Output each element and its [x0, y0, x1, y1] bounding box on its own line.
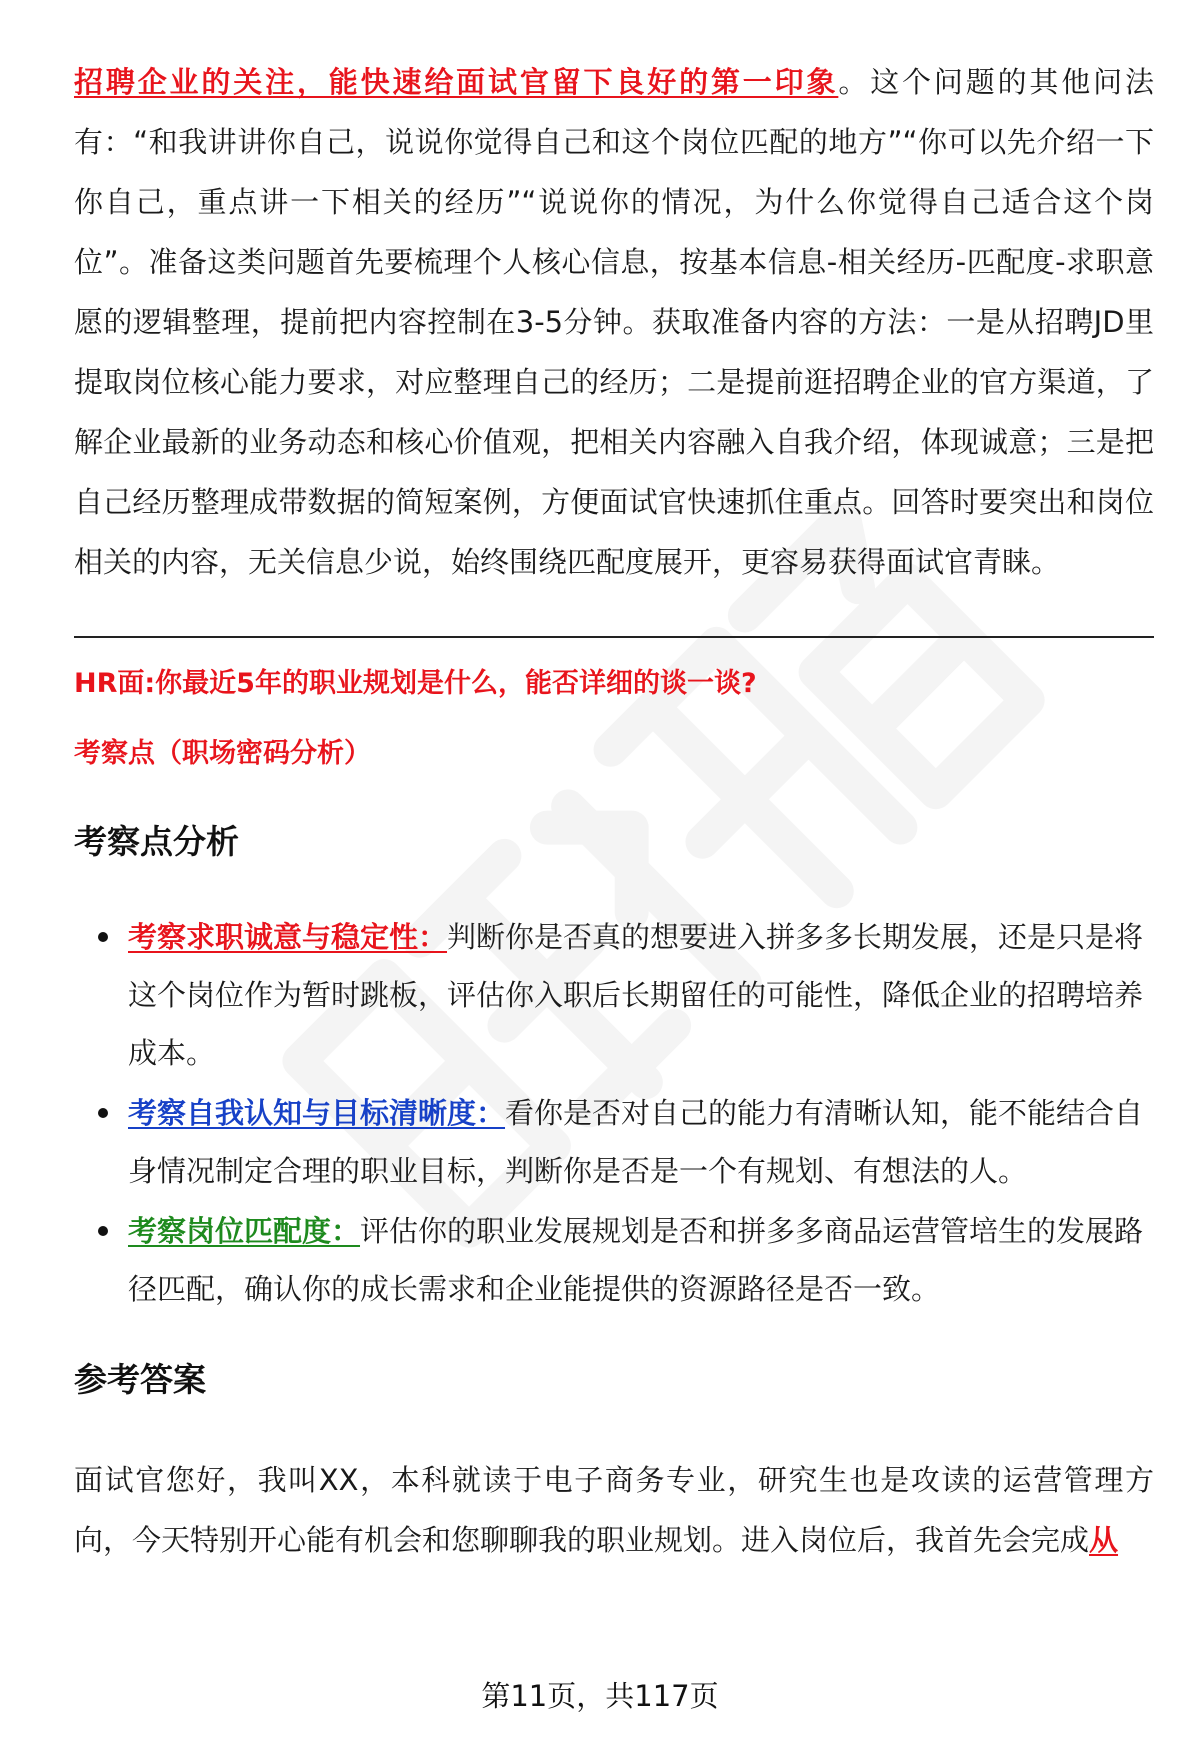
- bullet-icon: [98, 1226, 108, 1236]
- list-item: [74, 1084, 1154, 1200]
- point-text: 评估你的职业发展规划是否和拼多多商品运营管培生的发展路径匹配，确认你的成长需求和企业能提供的资源路径是否一致。: [128, 1214, 1144, 1306]
- intro-lead-highlight: 招聘企业的关注，能快速给面试官留下良好的第一印象: [74, 65, 839, 99]
- bullet-icon: [98, 932, 108, 942]
- list-item: [74, 908, 1154, 1082]
- reference-heading: 参考答案: [74, 1360, 206, 1399]
- section-divider: [74, 636, 1154, 638]
- reference-trail-highlight: 从: [1089, 1523, 1119, 1557]
- reference-body: 面试官您好，我叫XX，本科就读于电子商务专业，研究生也是攻读的运营管理方向，今天特别开心能有机会和您聊聊我的职业规划。进入岗位后，我首先会完成: [74, 1463, 1154, 1557]
- point-label: 考察自我认知与目标清晰度：: [128, 1096, 506, 1130]
- point-text: 看你是否对自己的能力有清晰认知，能不能结合自身情况制定合理的职业目标，判断你是否是一个有规划、有想法的人。: [128, 1096, 1144, 1188]
- page-number: 第11页，共117页: [481, 1679, 719, 1713]
- intro-body: 。这个问题的其他问法有：“和我讲讲你自己，说说你觉得自己和这个岗位匹配的地方”“你可以先介绍一下你自己，重点讲一下相关的经历”“说说你的情况，为什么你觉得自己适合这个岗位”。准备这类问题首先要梳理个人核心信息，按基本信息-相关经历-匹配度-求职意愿的逻辑整理，提前把内容控制在3-5分钟。获取准备内容的方法：一是从招聘JD里提取岗位核心能力要求，对应整理自己的经历；二是提前逛招聘企业的官方渠道，了解企业最新的业务动态和核心价值观，把相关内容融入自我介绍，体现诚意；三是把自己经历整理成带数据的简短案例，方便面试官快速抓住重点。回答时要突出和岗位相关的内容，无关信息少说，始终围绕匹配度展开，更容易获得面试官青睐。: [74, 65, 1154, 579]
- analysis-heading: 考察点分析: [74, 822, 239, 861]
- question-subtitle: 考察点（职场密码分析）: [74, 738, 371, 769]
- reference-paragraph: [74, 1450, 1154, 1570]
- question-title: HR面:你最近5年的职业规划是什么，能否详细的谈一谈?: [74, 668, 757, 699]
- list-item: [74, 1202, 1154, 1318]
- point-label: 考察岗位匹配度：: [128, 1214, 361, 1248]
- point-text: 判断你是否真的想要进入拼多多长期发展，还是只是将这个岗位作为暂时跳板，评估你入职后长期留任的可能性，降低企业的招聘培养成本。: [128, 920, 1144, 1070]
- intro-paragraph: [74, 52, 1154, 592]
- page-content: [74, 52, 1154, 1570]
- reference-answer: [74, 1450, 1154, 1570]
- bullet-icon: [98, 1108, 108, 1118]
- analysis-list: [74, 908, 1154, 1318]
- point-label: 考察求职诚意与稳定性：: [128, 920, 448, 954]
